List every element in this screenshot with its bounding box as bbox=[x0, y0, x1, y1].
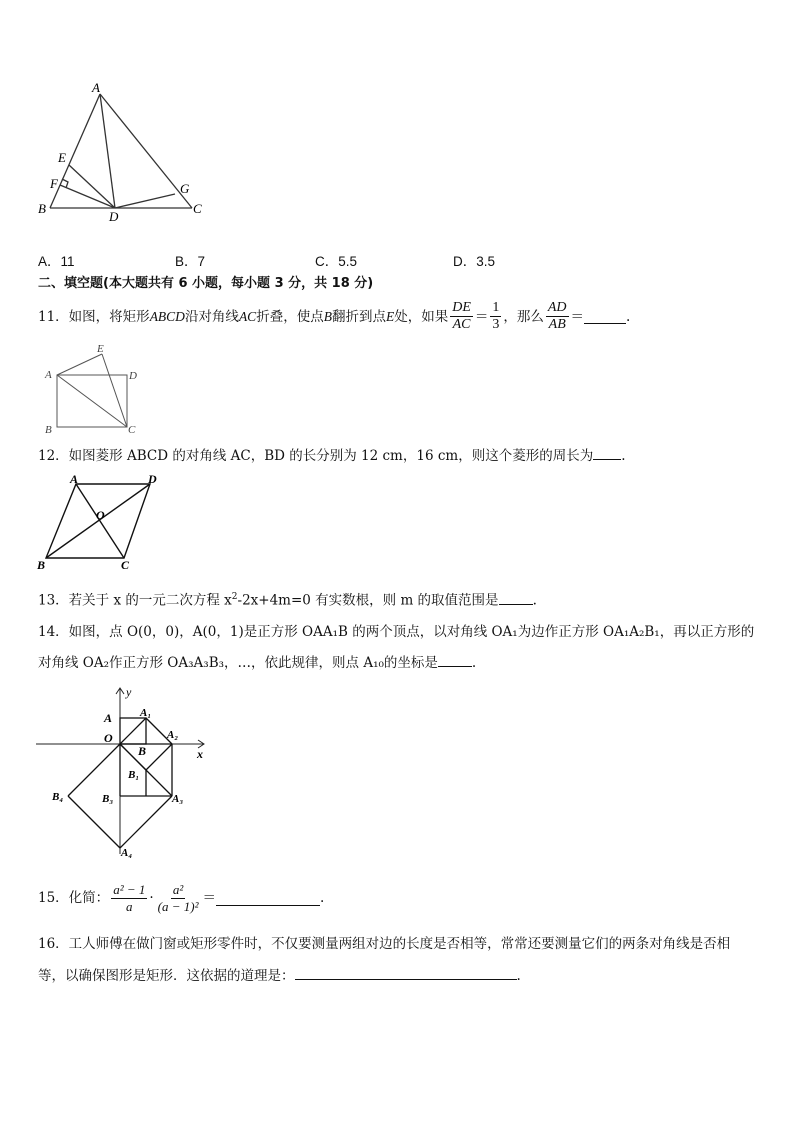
q11-answer-blank[interactable] bbox=[584, 309, 626, 324]
q11-eq: ＝ bbox=[474, 308, 489, 325]
q11-mid3: 翻折到点 bbox=[331, 308, 386, 325]
q15-label: 15．化简： bbox=[38, 890, 110, 906]
q14-answer-blank[interactable] bbox=[438, 652, 472, 667]
option-a: A．11 bbox=[38, 254, 75, 269]
label-A: A bbox=[92, 80, 100, 95]
triangle-figure-q10 bbox=[30, 78, 220, 226]
q16-end: . bbox=[516, 968, 521, 984]
rectangle-fold-figure-q11 bbox=[40, 340, 150, 436]
question-12 bbox=[38, 445, 626, 466]
label-A3: A₃ bbox=[172, 793, 184, 805]
q11-fraction-de-ac bbox=[450, 300, 473, 333]
label-D: D bbox=[148, 472, 157, 486]
label-A1: A₁ bbox=[140, 707, 152, 719]
label-C: C bbox=[128, 424, 136, 436]
label-E: E bbox=[97, 343, 104, 355]
label-A: A bbox=[104, 711, 113, 725]
q15-end: . bbox=[319, 890, 325, 906]
question-15 bbox=[38, 880, 324, 916]
q15-fraction-2 bbox=[156, 882, 201, 915]
q11-e: E bbox=[385, 308, 395, 324]
label-A2: A₂ bbox=[167, 729, 179, 741]
frac-denominator: AC bbox=[452, 317, 471, 332]
q11-fraction-ad-ab bbox=[546, 300, 569, 333]
q11-mid5: ，那么 bbox=[503, 308, 544, 325]
question-16-line-1: 16．工人师傅在做门窗或矩形零件时，不仅要测量两组对边的长度是否相等，常常还要测量它们的两条对角线是否相 bbox=[38, 936, 731, 952]
q15-dot: · bbox=[149, 890, 154, 906]
square-sequence-figure-q14 bbox=[36, 682, 216, 862]
q11-end: . bbox=[626, 308, 631, 325]
label-A: A bbox=[70, 472, 79, 486]
q15-eq: ＝ bbox=[202, 890, 216, 906]
label-B4: B₄ bbox=[52, 791, 64, 803]
q13-sup: 2 bbox=[231, 592, 238, 602]
question-13 bbox=[38, 587, 537, 611]
q15-fraction-1 bbox=[111, 882, 147, 915]
frac-denominator: (a − 1)² bbox=[157, 898, 199, 914]
label-C: C bbox=[193, 201, 202, 216]
frac-numerator: a² − 1 bbox=[113, 881, 146, 897]
q11-fraction-one-third bbox=[490, 300, 501, 333]
frac-denominator: 3 bbox=[492, 317, 500, 332]
label-B: B bbox=[38, 201, 46, 216]
q12-text: 12．如图菱形 ABCD 的对角线 AC，BD 的长分别为 12 cm，16 cm，则这个菱形的周长为 bbox=[38, 448, 594, 464]
label-B: B bbox=[45, 424, 52, 436]
q11-mid4: 处，如果 bbox=[394, 308, 449, 325]
q14-end: . bbox=[471, 655, 477, 671]
question-11 bbox=[38, 300, 630, 333]
label-C: C bbox=[121, 558, 130, 572]
q11-eq2: ＝ bbox=[570, 308, 585, 325]
question-16-line-2 bbox=[38, 965, 521, 986]
frac-numerator: DE bbox=[452, 300, 471, 315]
q16-answer-blank[interactable] bbox=[295, 965, 517, 980]
frac-denominator: a bbox=[126, 898, 133, 914]
q11-b: B bbox=[323, 308, 332, 324]
q11-text-before: 11．如图，将矩形 bbox=[38, 308, 150, 325]
q11-mid1: 沿对角线 bbox=[184, 308, 239, 325]
label-B: B bbox=[138, 744, 147, 758]
label-x: x bbox=[197, 747, 203, 761]
frac-numerator: 1 bbox=[492, 300, 500, 315]
label-O: O bbox=[96, 508, 105, 522]
q16-line-2-text: 等，以确保图形是矩形．这依据的道理是： bbox=[38, 968, 295, 984]
label-y: y bbox=[126, 685, 132, 699]
q12-end: . bbox=[621, 448, 626, 464]
label-B3: B₃ bbox=[102, 793, 114, 805]
option-d: D．3.5 bbox=[453, 254, 496, 269]
q14-line-2-text: 对角线 OA₂作正方形 OA₃A₃B₃，…，依此规律，则点 A₁₀的坐标是 bbox=[38, 655, 438, 671]
question-14-line-2 bbox=[38, 652, 476, 673]
label-G: G bbox=[180, 181, 190, 196]
label-O: O bbox=[104, 731, 113, 745]
q13-end: . bbox=[532, 592, 537, 609]
q13-text-a: 13．若关于 x 的一元二次方程 x bbox=[38, 592, 232, 609]
label-D: D bbox=[129, 370, 137, 382]
frac-denominator: AB bbox=[548, 317, 566, 332]
q15-answer-blank[interactable] bbox=[216, 891, 320, 906]
rhombus-figure-q12 bbox=[34, 472, 164, 572]
q11-mid2: 折叠，使点 bbox=[256, 308, 324, 325]
label-A: A bbox=[45, 369, 52, 381]
option-c: C．5.5 bbox=[315, 254, 358, 269]
q11-ac: AC bbox=[238, 308, 257, 324]
label-F: F bbox=[50, 176, 58, 191]
label-B1: B₁ bbox=[128, 769, 140, 781]
frac-numerator: AD bbox=[547, 300, 567, 315]
label-E: E bbox=[58, 150, 66, 165]
label-B: B bbox=[37, 558, 46, 572]
q12-answer-blank[interactable] bbox=[593, 445, 621, 460]
frac-numerator: a² bbox=[172, 881, 184, 897]
question-14-line-1: 14．如图，点 O(0，0)，A(0，1)是正方形 OAA₁B 的两个顶点，以对角线 OA₁为边作正方形 OA₁A₂B₁，再以正方形的 bbox=[38, 624, 755, 640]
q13-answer-blank[interactable] bbox=[499, 590, 533, 605]
section-title: 二、填空题(本大题共有 6 小题，每小题 3 分，共 18 分) bbox=[38, 276, 374, 291]
option-b: B．7 bbox=[175, 254, 206, 269]
label-D: D bbox=[109, 209, 119, 224]
q13-text-b: -2x+4m=0 有实数根，则 m 的取值范围是 bbox=[237, 592, 499, 609]
label-A4: A₄ bbox=[121, 847, 133, 859]
q11-abcd: ABCD bbox=[149, 308, 185, 324]
